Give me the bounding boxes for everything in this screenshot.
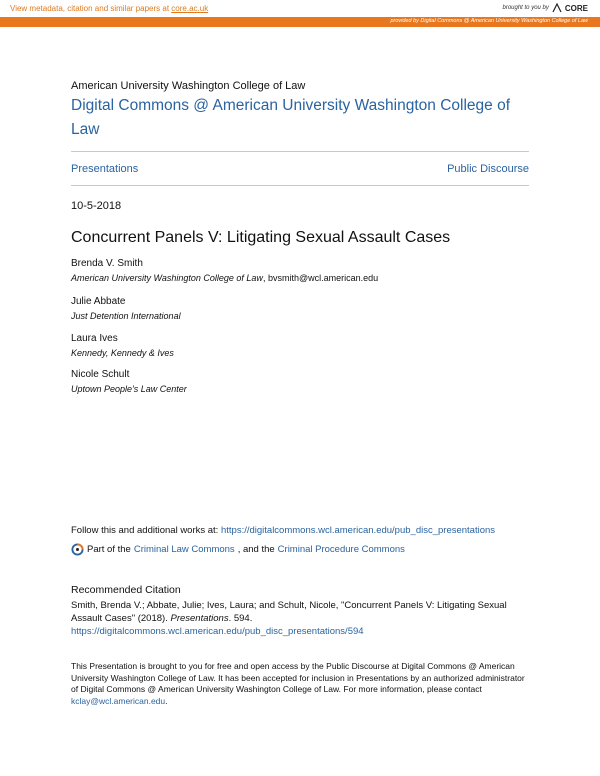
author-name: Nicole Schult xyxy=(71,369,130,380)
access-disclaimer xyxy=(71,661,533,707)
affiliation-text: American University Washington College of Law xyxy=(71,273,263,283)
core-view-text: View metadata, citation and similar papers at xyxy=(10,4,172,13)
author-block xyxy=(71,367,187,397)
core-line xyxy=(0,0,600,17)
repository-title[interactable]: Digital Commons @ American University Washington College of Law xyxy=(71,97,510,138)
institution-name: American University Washington College of Law xyxy=(71,80,306,92)
author-affiliation: Kennedy, Kennedy & Ives xyxy=(71,348,174,358)
core-header xyxy=(0,0,600,28)
disclaimer-end: . xyxy=(165,695,168,706)
author-affiliation: Just Detention International xyxy=(71,311,181,321)
core-brand[interactable] xyxy=(503,3,589,13)
paper-title: Concurrent Panels V: Litigating Sexual Assault Cases xyxy=(71,229,451,246)
core-logo: CORE xyxy=(564,3,588,13)
recommended-citation-heading: Recommended Citation xyxy=(71,584,181,596)
public-discourse-link[interactable]: Public Discourse xyxy=(447,163,529,175)
disclaimer-text: This Presentation is brought to you for free and open access by the Public Discourse at Digital Commons @ American University Washington College of Law. It has been accepted for inclusion in Presentations by an authorized administrator of Digital Commons @ American University Washington College of Law. For more information, please contact xyxy=(71,661,525,694)
citation-url-link[interactable]: https://digitalcommons.wcl.american.edu/pub_disc_presentations/594 xyxy=(71,626,364,637)
part-of-line xyxy=(71,543,405,556)
author-affiliation xyxy=(71,271,378,286)
provided-by-text: provided by Digital Commons @ American University Washington College of Law xyxy=(390,18,588,24)
core-logo-icon xyxy=(552,3,562,13)
author-block xyxy=(71,256,378,286)
criminal-law-commons-link[interactable]: Criminal Law Commons xyxy=(133,544,235,555)
provided-by-bar xyxy=(0,17,600,27)
follow-text: Follow this and additional works at: xyxy=(71,525,221,536)
criminal-procedure-commons-link[interactable]: Criminal Procedure Commons xyxy=(277,544,405,555)
author-name: Brenda V. Smith xyxy=(71,258,143,269)
divider-top xyxy=(71,151,529,152)
presentations-link[interactable]: Presentations xyxy=(71,163,139,175)
author-email: , bvsmith@wcl.american.edu xyxy=(262,273,379,283)
commons-network-icon xyxy=(71,543,84,556)
author-name: Julie Abbate xyxy=(71,296,126,307)
part-of-prefix: Part of the xyxy=(87,544,131,555)
citation-block xyxy=(71,599,531,638)
divider-bottom xyxy=(71,185,529,186)
core-metadata-link[interactable] xyxy=(10,4,208,13)
follow-line xyxy=(71,525,495,536)
publication-date: 10-5-2018 xyxy=(71,200,122,212)
author-block xyxy=(71,331,174,361)
citation-number: . 594. xyxy=(228,613,253,624)
author-name: Laura Ives xyxy=(71,333,118,344)
part-of-middle: , and the xyxy=(237,544,275,555)
contact-email-link[interactable]: kclay@wcl.american.edu xyxy=(71,695,166,706)
brought-by-text: brought to you by xyxy=(502,5,549,11)
author-block xyxy=(71,294,181,324)
citation-series: Presentations xyxy=(170,613,229,624)
author-affiliation: Uptown People's Law Center xyxy=(71,384,187,394)
follow-link[interactable]: https://digitalcommons.wcl.american.edu/pub_disc_presentations xyxy=(220,525,496,536)
core-domain-link[interactable]: core.ac.uk xyxy=(171,4,209,13)
citation-text: Smith, Brenda V.; Abbate, Julie; Ives, Laura; and Schult, Nicole, "Concurrent Panels V: Litigating Sexual Assault Cases" (2018). xyxy=(71,600,507,624)
